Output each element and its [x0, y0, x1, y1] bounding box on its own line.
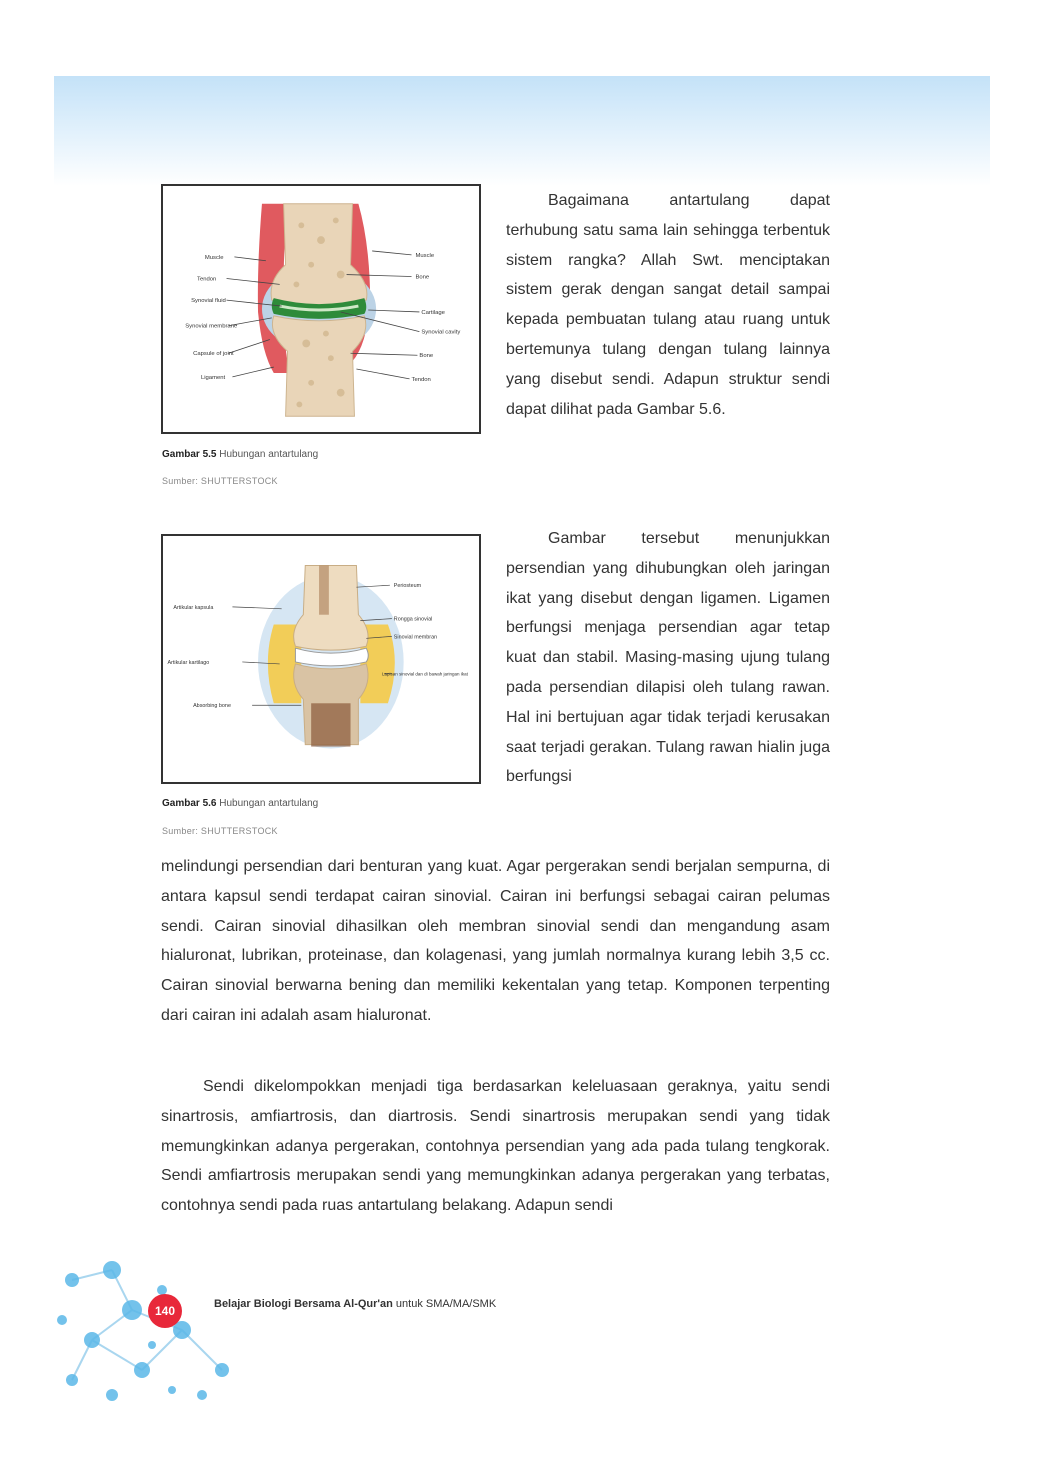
footer-book-title — [214, 1298, 496, 1310]
figure1-source: Sumber: SHUTTERSTOCK — [162, 476, 278, 486]
f1-label-right-1: Bone — [415, 274, 430, 281]
f2-label-right-0: Periosteum — [393, 583, 422, 590]
f2-label-left-1: Artikular kartilago — [167, 659, 210, 666]
f2-label-right-1: Rongga sinovial — [393, 616, 433, 623]
figure2-caption-label: Gambar 5.6 — [162, 798, 217, 809]
footer-book-title-main: Belajar Biologi Bersama Al-Qur'an — [214, 1298, 393, 1310]
f1-label-left-3: Synovial membrane — [185, 323, 238, 330]
figure1-caption — [162, 448, 318, 462]
paragraph-3-text: Sendi dikelompokkan menjadi tiga berdasarkan keleluasaan geraknya, yaitu sendi sinartrosis, amfiartrosis, dan diartrosis. Sendi sinartrosis merupakan sendi yang tidak memungkinkan adanya pergerakan, contohnya persendian yang ada pada tulang tengkorak. Sendi amfiartrosis merupakan sendi yang memungkinkan adanya pergerakan yang terbatas, contohnya sendi pada ruas antartulang belakang. Adapun sendi — [161, 1078, 830, 1215]
figure1-caption-label: Gambar 5.5 — [162, 449, 217, 460]
paragraph-2-continued — [161, 852, 830, 1031]
header-band — [54, 76, 990, 186]
paragraph-3 — [161, 1072, 830, 1221]
figure2-caption-text: Hubungan antartulang — [216, 798, 319, 809]
f1-label-left-4: Capsule of joint — [193, 351, 234, 358]
f1-label-left-2: Synovial fluid — [191, 298, 226, 305]
page-number-badge: 140 — [148, 1294, 182, 1328]
paragraph-2-full-text: melindungi persendian dari benturan yang kuat. Agar pergerakan sendi berjalan sempurna, di antara kapsul sendi terdapat cairan sinovial. Cairan ini berfungsi sebagai cairan pelumas sendi. Cairan sinovial dihasilkan oleh membran sinovial sendi dan mengandung asam hialuronat, lubrikan, proteinase, dan kolagenasi, yang jumlah normalnya kurang lebih 3,5 cc. Cairan sinovial berwarna bening dan memiliki kekentalan yang tetap. Komponen terpenting dari cairan ini adalah asam hialuronat. — [161, 858, 830, 1024]
f2-label-left-0: Artikular kapsula — [173, 604, 214, 611]
figure2-source: Sumber: SHUTTERSTOCK — [162, 826, 278, 836]
f1-label-right-5: Tendon — [411, 376, 431, 383]
paragraph-2-column-text: Gambar tersebut menunjukkan persendian yang dihubungkan oleh jaringan ikat yang disebut dengan ligamen. Ligamen berfungsi menjaga persendian agar tetap kuat dan stabil. Masing-masing ujung tulang pada persendian dilapisi oleh tulang rawan. Hal ini bertujuan agar tidak terjadi kerusakan saat terjadi gerakan. Tulang rawan hialin juga berfungsi — [506, 530, 830, 786]
f1-label-right-4: Bone — [419, 353, 434, 360]
f1-label-right-0: Muscle — [415, 252, 435, 259]
f1-label-right-3: Synovial cavity — [421, 329, 461, 336]
figure-synovial-joint — [161, 534, 481, 784]
figure1-caption-text: Hubungan antartulang — [216, 449, 319, 460]
paragraph-2-column — [506, 524, 830, 792]
synovial-illustration — [163, 536, 479, 782]
figure-joint-diagram — [161, 184, 481, 434]
molecule-decoration — [52, 1250, 252, 1410]
f1-label-left-5: Ligament — [200, 374, 226, 381]
f2-upper-bone — [294, 566, 368, 651]
footer-book-title-suffix: untuk SMA/MA/SMK — [392, 1298, 497, 1310]
joint-illustration — [163, 186, 479, 432]
f1-label-left-1: Tendon — [197, 276, 217, 283]
f1-label-right-2: Cartilage — [421, 309, 445, 316]
paragraph-1 — [506, 186, 830, 424]
f2-label-left-2: Absorbing bone — [193, 703, 231, 710]
paragraph-1-text: Bagaimana antartulang dapat terhubung satu sama lain sehingga terbentuk sistem rangka? Allah Swt. menciptakan sistem gerak dengan sangat detail sampai kepada pembuatan tulang atau ruang untuk bertemunya tulang dengan tulang lainnya yang disebut sendi. Adapun struktur sendi dapat dilihat pada Gambar 5.6. — [506, 192, 830, 418]
f1-label-left-0: Muscle — [204, 254, 224, 261]
f2-label-right-3: Lapisan sinovial dan di bawah jaringan ikat — [382, 671, 468, 677]
f2-label-right-2: Sinovial membran — [393, 634, 438, 641]
figure2-caption — [162, 797, 318, 811]
